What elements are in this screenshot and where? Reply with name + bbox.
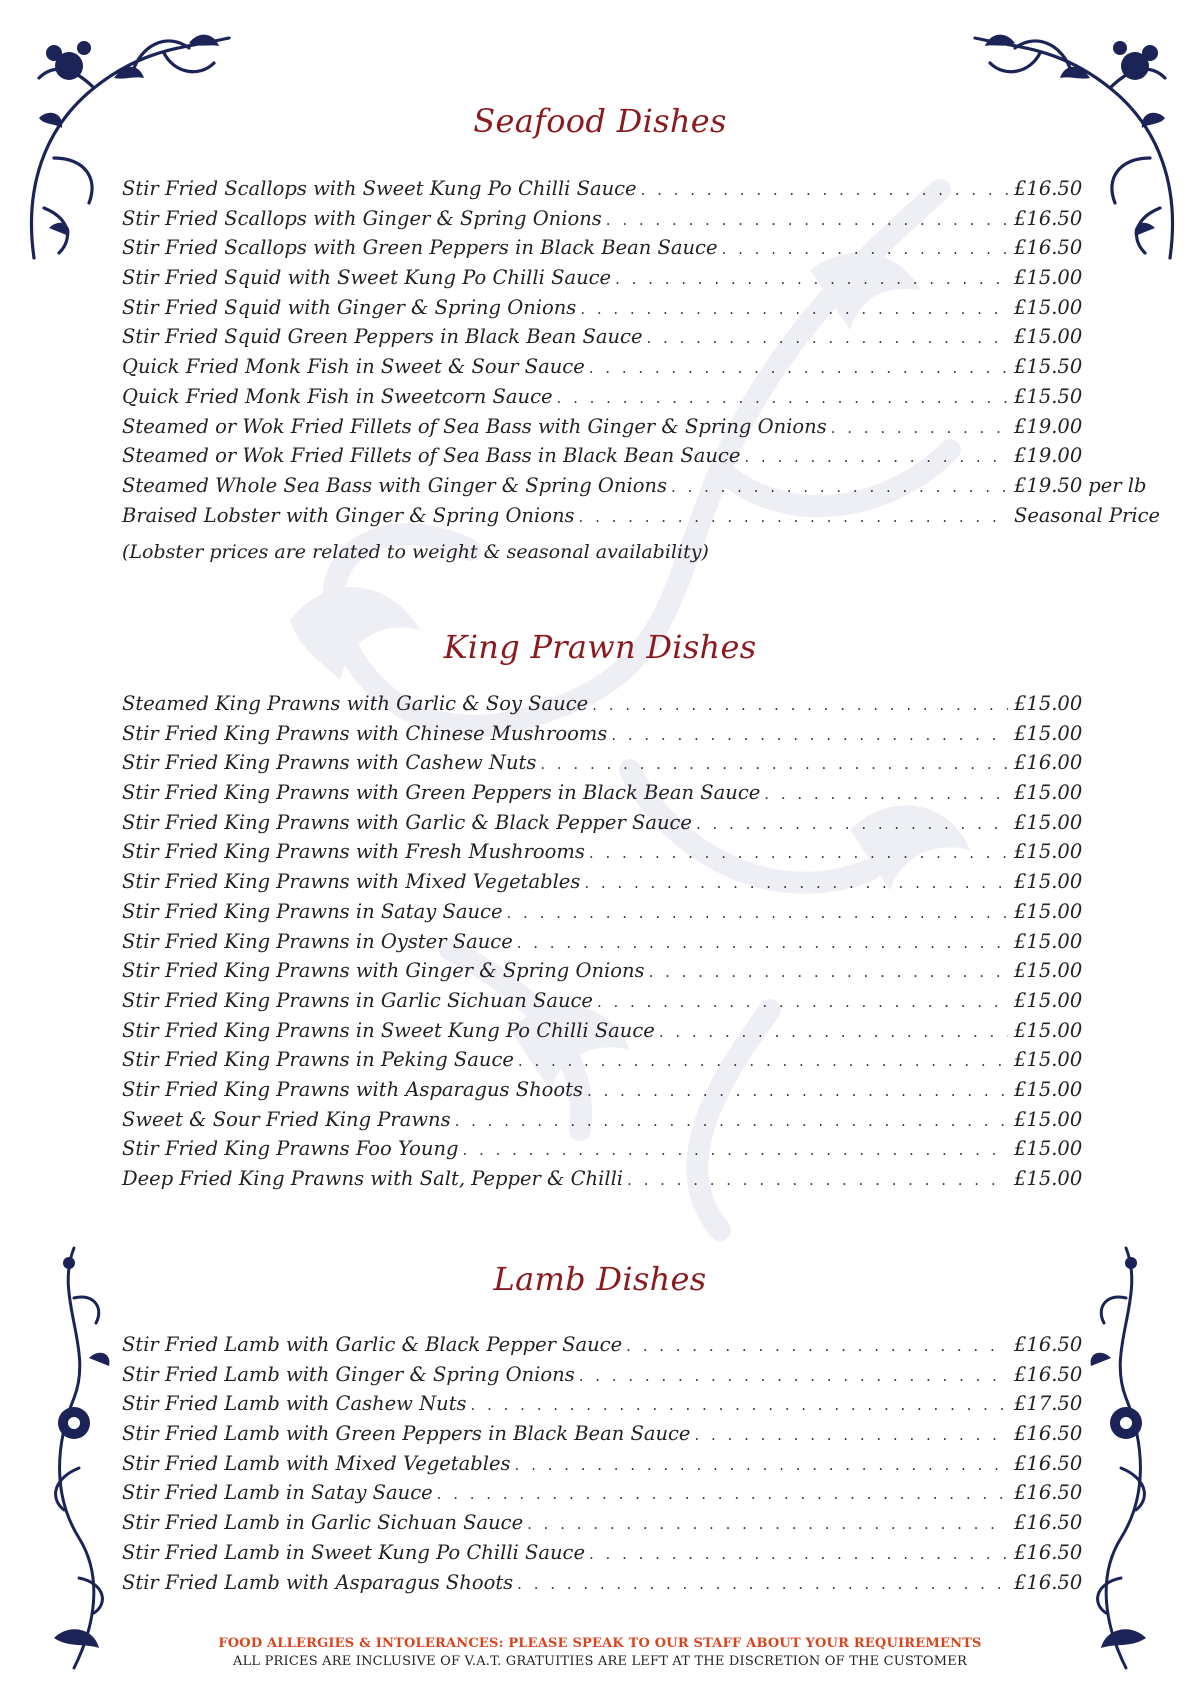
dot-leader	[831, 419, 1008, 437]
dot-leader	[515, 1456, 1008, 1474]
menu-item-name: Sweet & Sour Fried King Prawns	[122, 1107, 451, 1131]
menu-item-price: £16.50	[1014, 1422, 1083, 1446]
menu-item	[122, 1422, 1152, 1452]
menu-item-name: Steamed King Prawns with Garlic & Soy Sauce	[122, 692, 589, 715]
dot-leader	[626, 1337, 1008, 1355]
menu-item-name: Quick Fried Monk Fish in Sweet & Sour Sauce	[122, 355, 585, 379]
menu-item	[122, 266, 1152, 296]
menu-item-price-group	[1014, 1392, 1152, 1415]
menu-item-name: Stir Fried Lamb in Sweet Kung Po Chilli Sauce	[122, 1540, 586, 1564]
menu-item-price-unit: per lb	[1088, 473, 1147, 497]
dot-leader	[592, 696, 1008, 714]
menu-item-price-group	[1014, 840, 1152, 863]
dot-leader	[647, 329, 1008, 347]
menu-item-name: Stir Fried King Prawns in Oyster Sauce	[122, 929, 513, 953]
menu-item-price-group	[1014, 930, 1152, 953]
seafood-menu-list	[122, 177, 1161, 533]
menu-item-name: Stir Fried King Prawns with Green Peppers in Black Bean Sauce	[122, 781, 761, 805]
menu-item	[122, 959, 1152, 989]
menu-item-price: £16.50	[1014, 1362, 1083, 1386]
menu-item-price: £16.50	[1014, 1333, 1083, 1356]
menu-item-price-group	[1014, 385, 1152, 408]
menu-item-name: Stir Fried Scallops with Green Peppers in Black Bean Sauce	[122, 236, 718, 260]
menu-item-name: Stir Fried King Prawns with Ginger & Spring Onions	[122, 959, 645, 983]
menu-item	[122, 1452, 1152, 1482]
dot-leader	[589, 844, 1008, 862]
menu-item	[122, 296, 1152, 326]
menu-item-name: Steamed Whole Sea Bass with Ginger & Spring Onions	[122, 473, 668, 497]
menu-item	[122, 1511, 1152, 1541]
menu-item-name: Stir Fried Scallops with Ginger & Spring Onions	[122, 206, 602, 230]
menu-item-name: Stir Fried King Prawns in Peking Sauce	[122, 1048, 514, 1072]
menu-item-price: £16.50	[1014, 236, 1083, 260]
menu-item-price: £15.00	[1014, 1167, 1083, 1190]
menu-item-price: £15.00	[1014, 810, 1083, 834]
dot-leader	[627, 1171, 1008, 1189]
menu-item-price-group	[1014, 811, 1152, 834]
dot-leader	[696, 815, 1008, 833]
menu-item-price-group	[1014, 1108, 1152, 1131]
menu-item-price: £15.00	[1014, 870, 1083, 894]
dot-leader	[517, 1575, 1008, 1593]
menu-item-price-group	[1014, 1541, 1152, 1564]
dot-leader	[580, 300, 1008, 318]
menu-item-name: Quick Fried Monk Fish in Sweetcorn Sauce	[122, 384, 553, 408]
menu-item-price: £15.00	[1014, 295, 1083, 319]
menu-item-price-group	[1014, 959, 1152, 982]
menu-item-price-group	[1014, 355, 1152, 378]
menu-item	[122, 1392, 1152, 1422]
menu-item	[122, 1571, 1152, 1601]
menu-item-price: £15.00	[1014, 1077, 1083, 1101]
menu-item-price: £15.00	[1014, 959, 1083, 983]
floral-ornament-bottom-left-icon	[34, 1238, 124, 1678]
menu-item	[122, 870, 1152, 900]
menu-item-price: £17.50	[1014, 1392, 1083, 1416]
dot-leader	[611, 726, 1008, 744]
menu-item-name: Braised Lobster with Ginger & Spring Onions	[122, 503, 575, 527]
menu-item-price-group	[1014, 1481, 1152, 1504]
menu-item-price: £15.00	[1014, 988, 1083, 1012]
menu-item-price-group	[1014, 1452, 1152, 1475]
dot-leader	[540, 755, 1008, 773]
dot-leader	[587, 1082, 1008, 1100]
menu-item-price-group	[1014, 1422, 1152, 1445]
menu-item-price-group	[1014, 236, 1152, 259]
menu-item-name: Steamed or Wok Fried Fillets of Sea Bass with Ginger & Spring Onions	[122, 414, 827, 438]
menu-item	[122, 415, 1152, 445]
menu-item	[122, 900, 1152, 930]
menu-item-name: Stir Fried King Prawns in Sweet Kung Po Chilli Sauce	[122, 1018, 655, 1042]
menu-item-price: £15.00	[1014, 781, 1083, 805]
menu-item	[122, 325, 1152, 355]
menu-item-price: £16.50	[1014, 206, 1083, 230]
menu-item-name: Stir Fried Lamb with Garlic & Black Pepper Sauce	[122, 1333, 623, 1356]
menu-item-name: Stir Fried King Prawns with Fresh Mushrooms	[122, 840, 585, 864]
menu-item-price: £15.50	[1014, 384, 1083, 408]
menu-item	[122, 1167, 1152, 1197]
menu-item-price-group	[1014, 1333, 1152, 1356]
dot-leader	[671, 478, 1008, 496]
menu-item-name: Stir Fried Lamb with Green Peppers in Black Bean Sauce	[122, 1422, 691, 1446]
dot-leader	[589, 1545, 1008, 1563]
menu-item-price-group	[1014, 900, 1152, 923]
menu-item	[122, 781, 1152, 811]
menu-item-price-group	[1014, 266, 1152, 289]
menu-item-price-group	[1014, 1167, 1152, 1190]
menu-item-price-group	[1014, 177, 1152, 200]
dot-leader	[722, 240, 1008, 258]
menu-item	[122, 1541, 1152, 1571]
dot-leader	[589, 359, 1008, 377]
menu-item-price-group	[1014, 325, 1152, 348]
dot-leader	[455, 1112, 1008, 1130]
menu-item-price-group	[1014, 415, 1152, 438]
menu-item-name: Stir Fried Squid with Sweet Kung Po Chilli Sauce	[122, 266, 612, 290]
menu-item-price-group	[1014, 1363, 1152, 1386]
menu-item-price-group	[1014, 1019, 1152, 1042]
menu-item-price: £15.00	[1014, 692, 1083, 715]
dot-leader	[659, 1023, 1008, 1041]
menu-item-price: £16.50	[1014, 1540, 1083, 1564]
menu-item-name: Stir Fried King Prawns Foo Young	[122, 1137, 459, 1161]
dot-leader	[694, 1426, 1008, 1444]
menu-item-price: £15.00	[1014, 325, 1083, 349]
menu-item	[122, 930, 1152, 960]
menu-item-price: £16.50	[1014, 1451, 1083, 1475]
dot-leader	[649, 963, 1008, 981]
menu-item-price: £15.00	[1014, 1048, 1083, 1072]
lobster-price-note: (Lobster prices are related to weight & seasonal availability)	[122, 541, 709, 563]
menu-item-price: £16.50	[1014, 177, 1083, 200]
menu-item-price-group	[1014, 296, 1152, 319]
menu-item-price: £19.00	[1014, 444, 1083, 468]
menu-item	[122, 1048, 1152, 1078]
dot-leader	[579, 508, 1008, 526]
menu-item	[122, 1481, 1152, 1511]
menu-item-price: £15.50	[1014, 355, 1083, 379]
menu-item	[122, 355, 1152, 385]
menu-item	[122, 989, 1152, 1019]
allergy-notice: FOOD ALLERGIES & INTOLERANCES: PLEASE SPEAK TO OUR STAFF ABOUT YOUR REQUIREMENTS	[218, 1636, 982, 1651]
menu-item	[122, 692, 1152, 722]
menu-item-price: £15.00	[1014, 840, 1083, 864]
menu-item-name: Stir Fried King Prawns with Garlic & Black Pepper Sauce	[122, 810, 692, 834]
menu-item-name: Stir Fried Scallops with Sweet Kung Po Chilli Sauce	[122, 177, 637, 200]
menu-item-price: £15.00	[1014, 1137, 1083, 1161]
dot-leader	[764, 785, 1008, 803]
menu-item-name: Stir Fried Lamb in Satay Sauce	[122, 1481, 433, 1505]
seafood-section-title: Seafood Dishes	[473, 102, 727, 140]
dot-leader	[463, 1141, 1009, 1159]
menu-item-name: Stir Fried Lamb with Ginger & Spring Onions	[122, 1362, 575, 1386]
menu-item-price: £15.00	[1014, 1107, 1083, 1131]
vat-gratuity-notice: ALL PRICES ARE INCLUSIVE OF V.A.T. GRATUITIES ARE LEFT AT THE DISCRETION OF THE CUSTOMER	[233, 1654, 967, 1669]
menu-item-price: £19.50	[1014, 473, 1083, 497]
dot-leader	[437, 1485, 1008, 1503]
menu-item-name: Stir Fried King Prawns with Mixed Vegetables	[122, 870, 581, 894]
menu-item	[122, 1363, 1152, 1393]
menu-item-price-group	[1014, 503, 1161, 527]
menu-item-name: Stir Fried Lamb in Garlic Sichuan Sauce	[122, 1511, 524, 1535]
menu-item	[122, 177, 1152, 207]
menu-item-name: Stir Fried Squid with Ginger & Spring Onions	[122, 295, 577, 319]
menu-item-price-group	[1014, 722, 1152, 745]
dot-leader	[517, 934, 1008, 952]
menu-item	[122, 207, 1152, 237]
menu-item-price-group	[1014, 989, 1152, 1012]
menu-item-price-group	[1014, 870, 1152, 893]
menu-item-price: £19.00	[1014, 414, 1083, 438]
menu-item	[122, 1108, 1152, 1138]
menu-item	[122, 722, 1152, 752]
menu-item	[122, 1078, 1152, 1108]
menu-item	[122, 444, 1152, 474]
dot-leader	[507, 904, 1009, 922]
menu-item-price-group	[1014, 692, 1152, 715]
menu-item	[122, 1137, 1152, 1167]
menu-item-price-group	[1014, 1048, 1152, 1071]
menu-item-price-group	[1014, 207, 1152, 230]
menu-item-price-group	[1014, 1137, 1152, 1160]
dot-leader	[744, 448, 1008, 466]
menu-item-name: Stir Fried King Prawns in Satay Sauce	[122, 899, 503, 923]
menu-item	[122, 236, 1152, 266]
menu-item-name: Stir Fried King Prawns with Cashew Nuts	[122, 751, 537, 775]
menu-item-price: £16.50	[1014, 1570, 1083, 1594]
menu-item-price: £16.50	[1014, 1511, 1083, 1535]
dot-leader	[641, 181, 1008, 199]
menu-item	[122, 385, 1152, 415]
menu-item	[122, 474, 1152, 504]
menu-item-name: Stir Fried King Prawns in Garlic Sichuan Sauce	[122, 988, 593, 1012]
menu-item-name: Stir Fried King Prawns with Chinese Mushrooms	[122, 721, 608, 745]
dot-leader	[606, 211, 1008, 229]
menu-item	[122, 1333, 1152, 1363]
menu-item-price-group	[1014, 781, 1152, 804]
king-prawn-section-title: King Prawn Dishes	[443, 628, 757, 666]
dot-leader	[518, 1052, 1008, 1070]
menu-item	[122, 811, 1152, 841]
dot-leader	[527, 1515, 1008, 1533]
menu-item	[122, 503, 1161, 534]
menu-item-name: Stir Fried Squid Green Peppers in Black Bean Sauce	[122, 325, 643, 349]
menu-item-price-group	[1014, 751, 1152, 774]
menu-item-name: Deep Fried King Prawns with Salt, Pepper & Chilli	[122, 1167, 624, 1190]
dot-leader	[615, 270, 1008, 288]
menu-item-price: £15.00	[1014, 266, 1083, 290]
menu-item-price: £16.00	[1014, 751, 1083, 775]
menu-item-name: Stir Fried Lamb with Asparagus Shoots	[122, 1570, 514, 1594]
menu-item	[122, 840, 1152, 870]
dot-leader	[471, 1396, 1008, 1414]
menu-item-price-group	[1014, 1571, 1152, 1594]
dot-leader	[584, 874, 1008, 892]
menu-item-price-group	[1014, 474, 1152, 497]
dot-leader	[557, 389, 1008, 407]
menu-item-price: Seasonal Price	[1014, 503, 1161, 527]
menu-item-price-group	[1014, 1078, 1152, 1101]
menu-item-name: Steamed or Wok Fried Fillets of Sea Bass in Black Bean Sauce	[122, 444, 741, 468]
menu-item-price: £15.00	[1014, 929, 1083, 953]
menu-item-price: £16.50	[1014, 1481, 1083, 1505]
menu-item-price: £15.00	[1014, 1018, 1083, 1042]
menu-item-price-group	[1014, 1511, 1152, 1534]
dot-leader	[597, 993, 1008, 1011]
menu-item-name: Stir Fried Lamb with Mixed Vegetables	[122, 1451, 511, 1475]
menu-item-name: Stir Fried Lamb with Cashew Nuts	[122, 1392, 467, 1416]
king-prawn-menu-list	[122, 692, 1152, 1197]
menu-item-price-group	[1014, 444, 1152, 467]
menu-item-price: £15.00	[1014, 721, 1083, 745]
menu-item-price: £15.00	[1014, 899, 1083, 923]
menu-item	[122, 751, 1152, 781]
lamb-section-title: Lamb Dishes	[493, 1260, 707, 1298]
dot-leader	[579, 1367, 1008, 1385]
lamb-menu-list	[122, 1333, 1152, 1600]
menu-item	[122, 1019, 1152, 1049]
menu-item-name: Stir Fried King Prawns with Asparagus Shoots	[122, 1077, 583, 1101]
